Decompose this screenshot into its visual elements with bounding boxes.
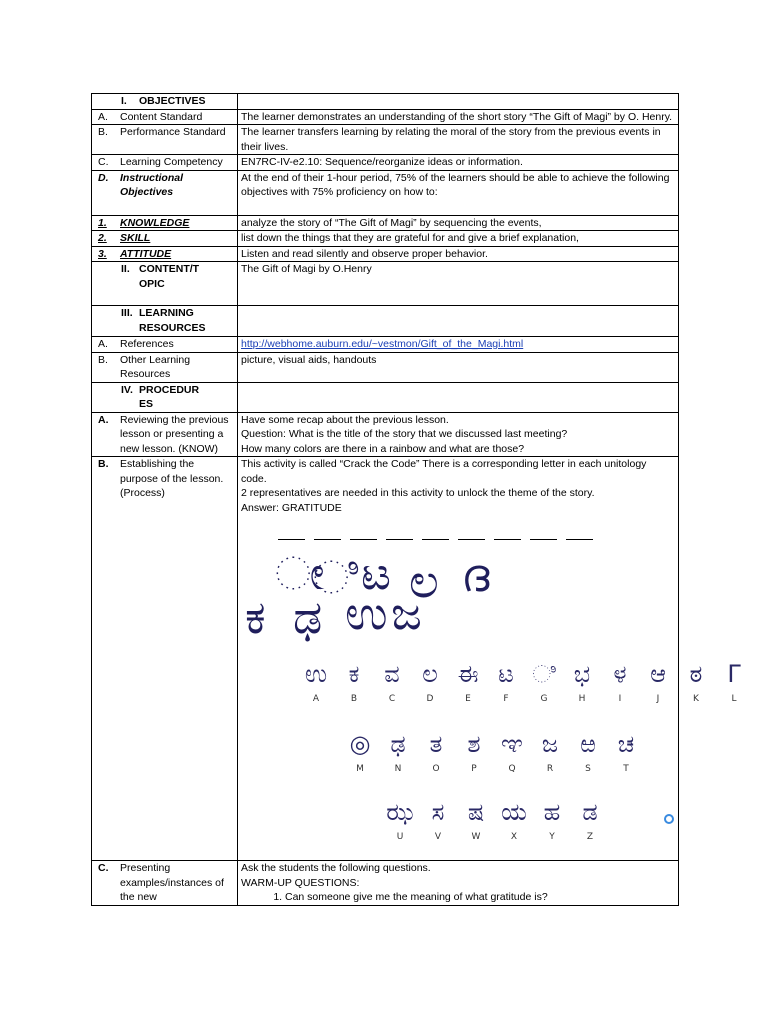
- code-letter: U: [396, 832, 404, 842]
- code-symbol: ಹ: [543, 798, 561, 826]
- code-glyph: ಉ: [345, 586, 388, 640]
- domain-num: 3.: [98, 247, 107, 260]
- code-key-cell: [297, 660, 335, 707]
- row-label: Content Standard: [120, 110, 203, 123]
- performance-standard-text: The learner transfers learning by relating the moral of the story from the previous events in their lives.: [238, 125, 679, 155]
- code-key-cell: [455, 730, 493, 777]
- skill-row: [92, 231, 679, 247]
- code-key-cell: [487, 660, 525, 707]
- code-key-cell: [531, 730, 569, 777]
- content-topic-text: The Gift of Magi by O.Henry: [238, 262, 679, 306]
- section-title: CONTENT/TOPIC: [139, 263, 200, 290]
- rainbow-question-line: How many colors are there in a rainbow and what are those?: [241, 442, 525, 455]
- code-symbol: ಱ: [580, 730, 596, 758]
- answer-blank: [386, 538, 413, 540]
- row-label: Instructional Objectives: [120, 171, 184, 198]
- objectives-title: OBJECTIVES: [139, 95, 206, 107]
- code-key-cell: [449, 660, 487, 707]
- code-key-row: [297, 660, 753, 707]
- code-key-cell: [419, 798, 457, 845]
- activity-line: This activity is called “Crack the Code” There is a corresponding letter in each unitology code.: [241, 458, 647, 485]
- row-label: References: [120, 338, 174, 350]
- section-num: III.: [121, 307, 133, 319]
- code-letter: I: [618, 694, 622, 704]
- row-letter: A.: [98, 110, 108, 123]
- recap-line: Have some recap about the previous lesson.: [241, 413, 449, 426]
- code-letter: D: [426, 694, 434, 704]
- code-glyph: ಜ: [391, 586, 422, 640]
- row-letter: B.: [98, 353, 108, 366]
- answer-blank: [458, 538, 485, 540]
- domain-label: KNOWLEDGE: [120, 216, 190, 229]
- code-letter: A: [312, 694, 320, 704]
- instructional-objectives-text: At the end of their 1-hour period, 75% of the learners should be able to achieve the following objectives with 75% proficiency on how to:: [238, 170, 679, 215]
- row-letter: C.: [98, 156, 109, 168]
- code-key-cell: [569, 730, 607, 777]
- code-key-cell: [571, 798, 609, 845]
- content-standard-row: [92, 109, 679, 125]
- code-letter: W: [471, 832, 481, 842]
- answer-blank: [314, 538, 341, 540]
- warmup-question: 1. Can someone give me the meaning of what gratitude is?: [285, 890, 675, 905]
- code-key-cell: [457, 798, 495, 845]
- code-symbol: ಶ: [467, 730, 481, 758]
- learning-competency-text: EN7RC-IV-e2.10: Sequence/reorganize ideas or information.: [238, 155, 679, 171]
- code-key-cell: [563, 660, 601, 707]
- code-key-cell: [341, 730, 379, 777]
- code-symbol: ಯ: [501, 798, 527, 826]
- learning-resources-row: [92, 306, 679, 337]
- answer-blank: [530, 538, 557, 540]
- performance-standard-row: [92, 125, 679, 155]
- representatives-line: 2 representatives are needed in this activity to unlock the theme of the story.: [241, 487, 595, 499]
- code-symbol: ಆ: [650, 660, 666, 688]
- code-symbol: ಉ: [304, 660, 328, 688]
- code-letter: F: [503, 694, 509, 704]
- row-label: Presenting examples/instances of the new: [120, 862, 224, 903]
- code-symbol: ತ: [429, 730, 443, 758]
- answer-blank: [350, 538, 377, 540]
- code-letter: B: [350, 694, 358, 704]
- code-symbol: ಟ: [498, 660, 514, 688]
- code-key-cell: [495, 798, 533, 845]
- answer-blank: [422, 538, 449, 540]
- code-key-cell: [677, 660, 715, 707]
- skill-text: list down the things that they are grateful for and give a brief explanation,: [238, 231, 679, 247]
- answer-blank: [278, 538, 305, 540]
- row-label: Establishing the purpose of the lesson. (Process): [120, 458, 224, 499]
- code-letter: T: [623, 764, 629, 774]
- other-resources-text: picture, visual aids, handouts: [238, 352, 679, 382]
- domain-label: ATTITUDE: [120, 247, 172, 260]
- code-symbol: ವ: [384, 660, 400, 688]
- scroll-indicator-icon[interactable]: [664, 814, 674, 824]
- code-key-cell: [525, 660, 563, 707]
- code-letter: Q: [508, 764, 516, 774]
- code-letter: H: [578, 694, 586, 704]
- procedure-a-row: [92, 412, 679, 457]
- code-key-cell: [601, 660, 639, 707]
- code-letter: M: [356, 764, 364, 774]
- code-glyph: ೕ: [275, 546, 325, 600]
- code-key-cell: [639, 660, 677, 707]
- code-symbol: ಝ: [386, 798, 414, 826]
- section-title: LEARNING RESOURCES: [139, 307, 206, 334]
- attitude-row: [92, 246, 679, 262]
- procedure-c-row: [92, 861, 679, 906]
- row-label: Other Learning Resources: [120, 353, 191, 380]
- row-label: Learning Competency: [120, 156, 223, 168]
- code-letter: E: [465, 694, 471, 704]
- code-key-cell: [715, 660, 753, 707]
- other-resources-row: [92, 352, 679, 382]
- warmup-questions: [241, 890, 675, 905]
- code-letter: S: [585, 764, 591, 774]
- row-letter: A.: [98, 338, 108, 350]
- knowledge-text: analyze the story of “The Gift of Magi” by sequencing the events,: [238, 215, 679, 231]
- code-key-cell: [381, 798, 419, 845]
- code-symbol: ಢ: [390, 730, 406, 758]
- code-symbol: ಚ: [617, 730, 635, 758]
- section-num: II.: [121, 263, 130, 275]
- code-glyphs: [241, 546, 675, 650]
- objectives-num: I.: [121, 95, 127, 107]
- row-letter: B.: [98, 458, 109, 470]
- warmup-heading: WARM-UP QUESTIONS:: [241, 876, 360, 889]
- code-symbol: ◎: [349, 730, 371, 758]
- code-glyph: ಕ: [245, 590, 266, 644]
- code-key-cell: [373, 660, 411, 707]
- answer-blank: [494, 538, 521, 540]
- row-label: Reviewing the previous lesson or presenting a new lesson. (KNOW): [120, 413, 229, 455]
- references-row: [92, 337, 679, 353]
- lesson-plan-table: [91, 93, 741, 906]
- answer-line: Answer: GRATITUDE: [241, 501, 342, 514]
- code-letter: L: [731, 694, 737, 704]
- ask-line: Ask the students the following questions.: [241, 862, 431, 874]
- code-key-cell: [379, 730, 417, 777]
- code-symbol: ಸ: [431, 798, 445, 826]
- learning-competency-row: [92, 155, 679, 171]
- code-symbol: ಈ: [457, 660, 479, 688]
- code-glyph: ಿ: [313, 550, 359, 604]
- answer-blank: [566, 538, 593, 540]
- code-key-cell: [335, 660, 373, 707]
- row-letter: D.: [98, 171, 109, 184]
- code-letter: X: [510, 832, 518, 842]
- section-num: IV.: [121, 383, 133, 396]
- content-standard-text: The learner demonstrates an understanding of the short story “The Gift of Magi” by O. Henry.: [238, 109, 679, 125]
- code-key-cell: [493, 730, 531, 777]
- instructional-objectives-row: [92, 170, 679, 215]
- answer-blanks: [278, 538, 675, 540]
- code-symbol: Γ: [727, 660, 741, 688]
- code-symbol: ಷ: [467, 798, 485, 826]
- row-letter: A.: [98, 413, 109, 426]
- code-symbol: ಳ: [613, 660, 627, 688]
- procedure-b-row: [92, 457, 679, 861]
- row-letter: C.: [98, 862, 109, 874]
- code-letter: C: [388, 694, 396, 704]
- code-key-cell: [607, 730, 645, 777]
- code-key-cell: [417, 730, 455, 777]
- code-symbol: ಡ: [582, 798, 598, 826]
- code-letter: J: [656, 694, 660, 704]
- code-key-row: [341, 730, 645, 777]
- code-letter: O: [432, 764, 440, 774]
- code-glyph: ಲ: [409, 554, 439, 608]
- knowledge-row: [92, 215, 679, 231]
- code-letter: K: [693, 694, 699, 704]
- domain-num: 1.: [98, 216, 107, 229]
- code-letter: R: [546, 764, 554, 774]
- code-letter: P: [471, 764, 477, 774]
- code-symbol: ಞ: [501, 730, 523, 758]
- code-key-cell: [411, 660, 449, 707]
- code-key-cell: [533, 798, 571, 845]
- code-glyph: ദ: [461, 548, 490, 602]
- code-symbol: ಿ: [532, 660, 556, 688]
- code-key: [241, 660, 741, 860]
- lesson-plan: [91, 93, 741, 906]
- code-glyph: ಢ: [293, 590, 323, 644]
- code-letter: V: [434, 832, 442, 842]
- code-symbol: ಜ: [541, 730, 559, 758]
- content-topic-row: [92, 262, 679, 306]
- code-letter: Z: [586, 832, 594, 842]
- row-letter: B.: [98, 126, 108, 138]
- attitude-text: Listen and read silently and observe proper behavior.: [238, 246, 679, 262]
- code-key-row: [381, 798, 609, 845]
- domain-label: SKILL: [120, 232, 151, 244]
- references-link[interactable]: http://webhome.auburn.edu/~vestmon/Gift_of_the_Magi.html: [241, 338, 524, 350]
- code-glyph: ಟ: [361, 546, 392, 600]
- row-label: Performance Standard: [120, 126, 226, 138]
- domain-num: 2.: [98, 232, 107, 244]
- code-symbol: ಲ: [422, 660, 438, 688]
- code-symbol: ಭ: [573, 660, 591, 688]
- code-symbol: ಠ: [689, 660, 703, 688]
- objectives-row: [92, 94, 679, 110]
- code-letter: N: [394, 764, 402, 774]
- code-symbol: ಕ: [348, 660, 360, 688]
- question-line: Question: What is the title of the story that we discussed last meeting?: [241, 428, 568, 440]
- code-letter: G: [540, 694, 548, 704]
- code-letter: Y: [549, 832, 555, 842]
- procedures-row: [92, 382, 679, 412]
- section-title: PROCEDURES: [139, 383, 200, 410]
